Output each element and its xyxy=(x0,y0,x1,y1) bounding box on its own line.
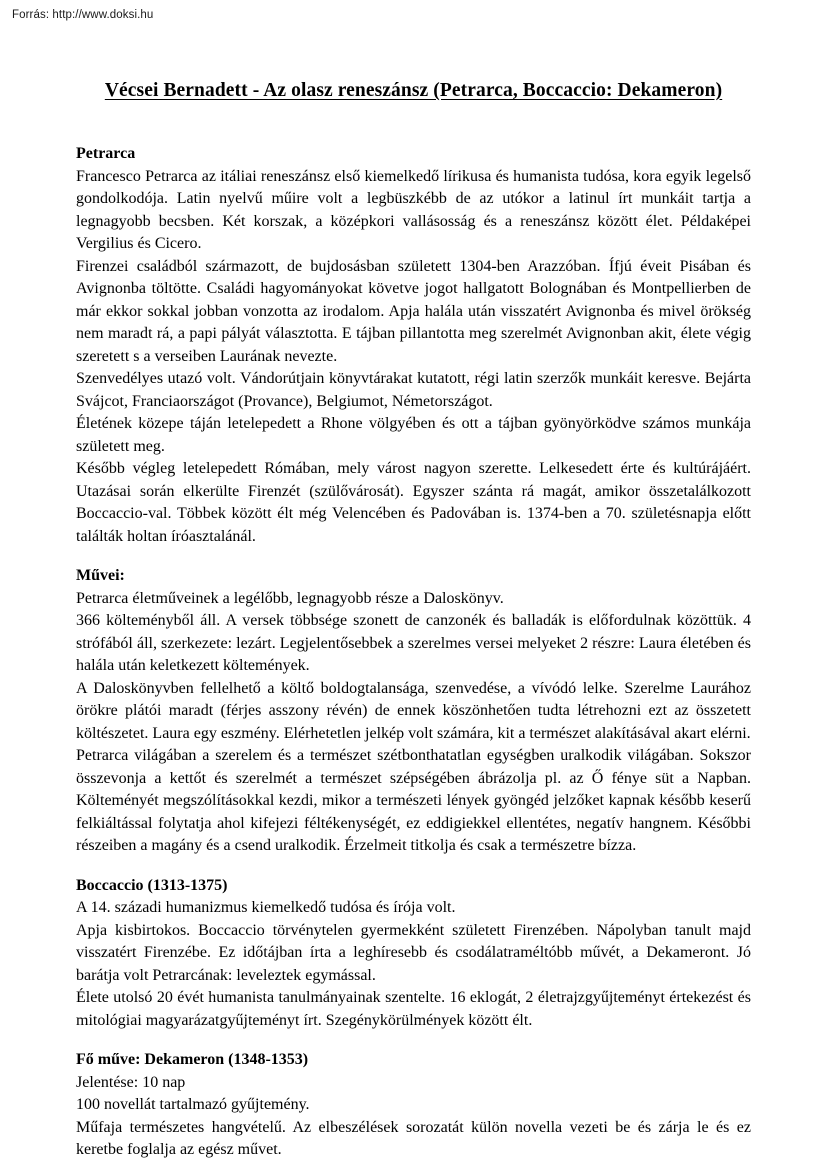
paragraph: Életének közepe táján letelepedett a Rhone völgyében és ott a tájban gyönyörködve számos munkája született meg. xyxy=(76,415,751,455)
paragraph: A 14. századi humanizmus kiemelkedő tudósa és írója volt. xyxy=(76,899,456,916)
section-petrarca xyxy=(76,143,751,548)
document-body xyxy=(76,78,751,1162)
section-dekameron xyxy=(76,1049,751,1162)
section-heading: Petrarca xyxy=(76,145,136,162)
paragraph: Petrarca világában a szerelem és a természet szétbonthatatlan egységben uralkodik világában. Sokszor összevonja a kettőt és szerelmét a természet szépségében ábrázolja pl. az Ő fénye süt a Napban. Költeményét megszólításokkal kezdi, mikor a természeti lények gyöngéd jelzőket kapnak később keserű felkiáltással folytatja ahol kifejezi féltékenységét, ez eddigiekkel ellentétes, negatív hangnem. Későbbi részeiben a magány és a csend uralkodik. Érzelmeit titkolja és csak a természetre bízza. xyxy=(76,747,751,854)
paragraph: A Daloskönyvben fellelhető a költő boldogtalansága, szenvedése, a vívódó lelke. Szerelme Laurához örökre plátói maradt (férjes asszony révén) de ennek köszönhetően tudta létrehozni ezt az összetett költészetet. Laura egy eszmény. Elérhetetlen jelkép volt számára, kit a természet alakításával akart elérni. xyxy=(76,679,751,742)
paragraph: Élete utolsó 20 évét humanista tanulmányainak szentelte. 16 eklogát, 2 életrajzgyűjteményt értekezést és mitológiai magyarázatgyűjteményt írt. Szegénykörülmények között élt. xyxy=(76,989,751,1029)
section-heading: Boccaccio (1313-1375) xyxy=(76,876,228,894)
paragraph: 366 költeményből áll. A versek többsége szonett de canzonék és balladák is előfordulnak közöttük. 4 strófából áll, szerkezete: lezárt. Legjelentősebbek a szerelmes versei melyeket 2 részre: Laura életében és halála után keletkezett költemények. xyxy=(76,612,751,674)
section-heading: Fő műve: Dekameron (1348-1353) xyxy=(76,1051,309,1068)
paragraph: 100 novellát tartalmazó gyűjtemény. xyxy=(76,1096,310,1113)
section-muvei xyxy=(76,565,751,858)
title-spacer xyxy=(76,104,751,143)
paragraph: Műfaja természetes hangvételű. Az elbeszélések sorozatát külön novella vezeti be és zárja le és ez keretbe foglalja az egész művet. xyxy=(76,1118,751,1158)
paragraph: Firenzei családból származott, de bujdosásban született 1304-ben Arazzóban. Ífjú éveit Pisában és Avignonba töltötte. Családi hagyományokat követve jogot hallgatott Bolognában és Montpellierben de már ekkor sokkal jobban vonzotta az irodalom. Apja halála után visszatért Avignonba és mivel örökség nem maradt rá, a papi pályát választotta. E tájban pillantotta meg szerelmét Avignonban akit, élete végig szeretett s a verseiben Laurának nevezte. xyxy=(76,257,751,365)
paragraph: Francesco Petrarca az itáliai reneszánsz első kiemelkedő lírikusa és humanista tudósa, kora egyik legelső gondolkodója. Latin nyelvű műire volt a legbüszkébb de az utókor a latinul írt munkáit tartja a legnagyobb becsben. Két korszak, a középkori vallásosság és a reneszánsz között élet. Példaképei Vergilius és Cicero. xyxy=(76,167,751,252)
section-heading: Művei: xyxy=(76,567,125,584)
paragraph: Szenvedélyes utazó volt. Vándorútjain könyvtárakat kutatott, régi latin szerzők munkáit keresve. Bejárta Svájcot, Franciaországot (Provance), Belgiumot, Németországot. xyxy=(76,370,751,410)
paragraph: Apja kisbirtokos. Boccaccio törvénytelen gyermekként született Firenzében. Nápolyban tanult majd visszatért Firenzébe. Ez időtájban írta a leghíresebb és csodálatraméltóbb művét, a Dekameront. Jó barátja volt Petrarcának: leveleztek egymással. xyxy=(76,921,751,984)
page-title: Vécsei Bernadett - Az olasz reneszánsz (Petrarca, Boccaccio: Dekameron) xyxy=(104,80,723,101)
paragraph: Később végleg letelepedett Rómában, mely várost nagyon szerette. Lelkesedett érte és kultúrájáért. Utazásai során elkerülte Firenzét (szülővárosát). Egyszer szánta rá magát, amikor összetalálkozott Boccaccio-val. Többek között élt még Velencében és Padovában is. 1374-ben a 70. születésnapja előtt találták holtan íróasztalánál. xyxy=(76,460,751,545)
source-url-header: Forrás: http://www.doksi.hu xyxy=(12,9,154,21)
section-boccaccio xyxy=(76,875,751,1033)
paragraph: Jelentése: 10 nap xyxy=(76,1073,186,1091)
paragraph: Petrarca életműveinek a legélőbb, legnagyobb része a Daloskönyv. xyxy=(76,589,504,607)
